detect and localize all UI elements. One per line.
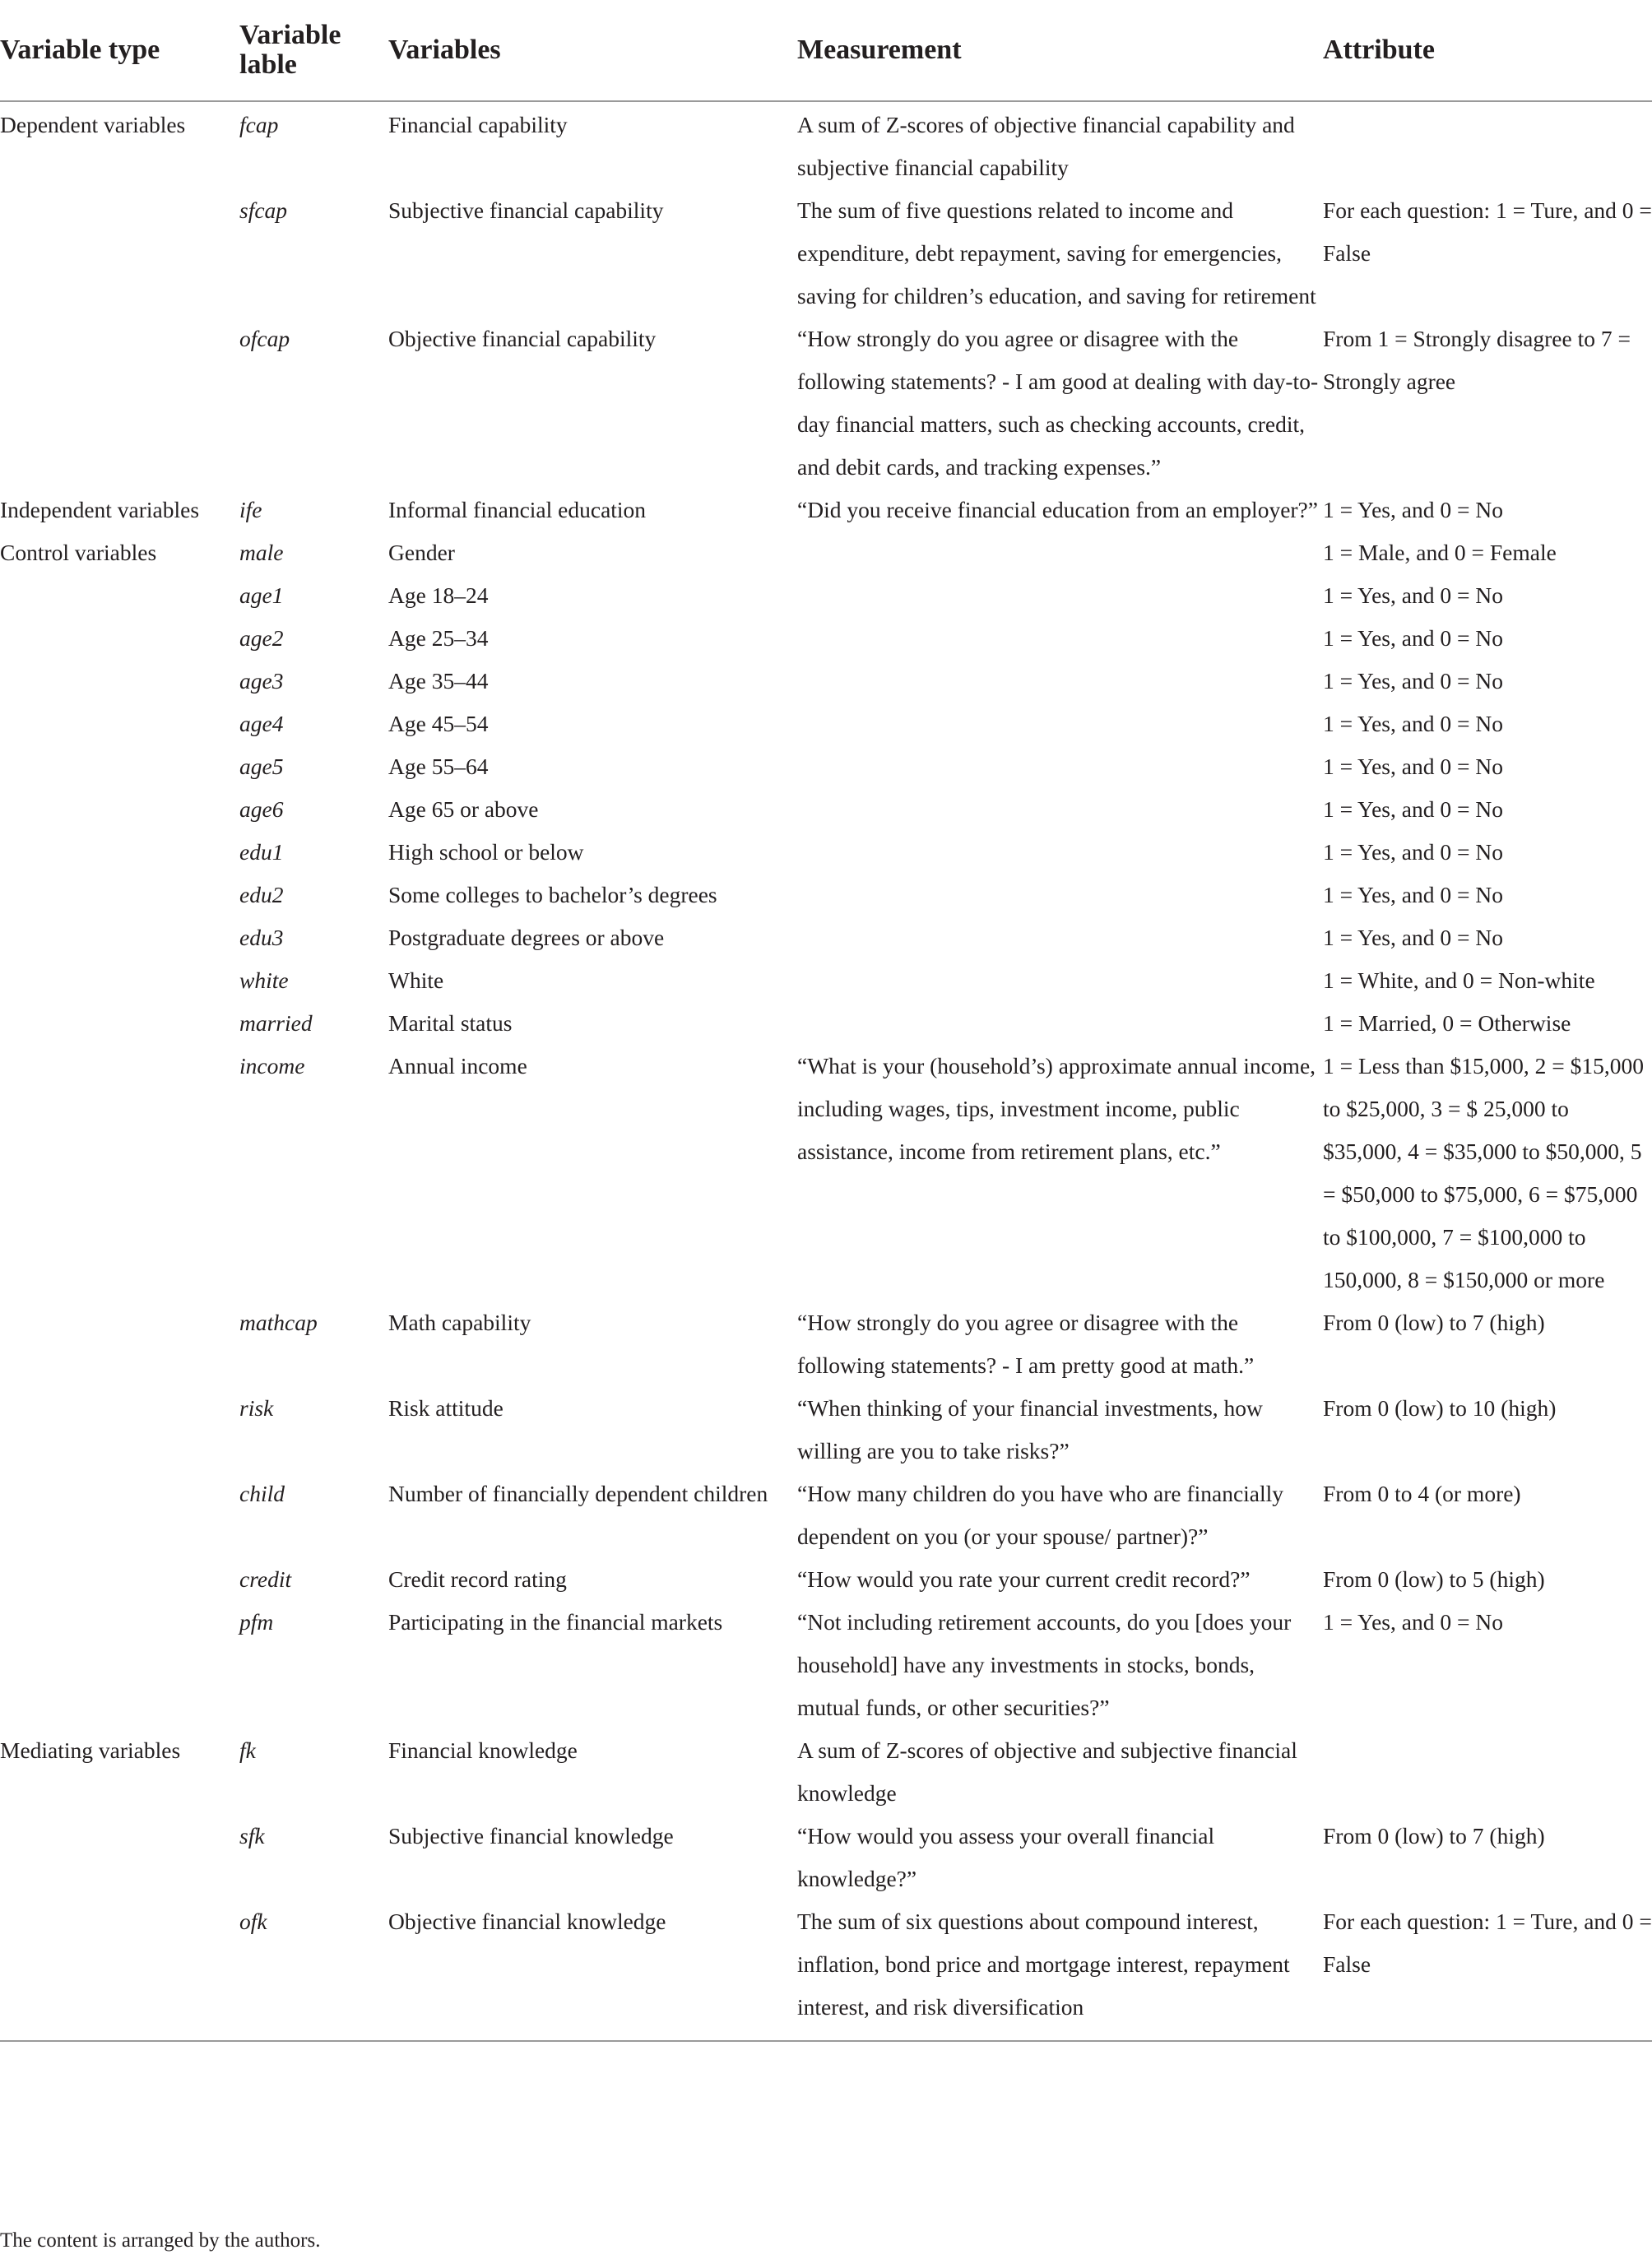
cell-variable-lable: age5 [239,754,284,779]
table-row [0,874,1652,916]
header-measurement: Measurement [797,0,1323,101]
cell-attribute [1323,1729,1652,1815]
header-variable-lable [239,0,388,101]
cell-variable-type [0,1387,239,1473]
cell-variable: Postgraduate degrees or above [388,925,665,950]
cell-variable-type: Mediating variables [0,1737,181,1763]
cell-variable-lable: edu1 [239,839,284,865]
cell-attribute: From 0 (low) to 5 (high) [1323,1566,1545,1592]
cell-variable-type [0,874,239,916]
cell-measurement: “How many children do you have who are financially dependent on you (or your spouse/ partner)?” [797,1481,1284,1549]
header-variables: Variables [388,0,797,101]
cell-variable-lable: risk [239,1395,274,1421]
table-row [0,1729,1652,1815]
cell-variable: Subjective financial capability [388,197,664,223]
cell-measurement [797,1002,1323,1045]
cell-variable-lable: white [239,967,289,993]
table-row [0,1601,1652,1729]
cell-attribute: From 0 (low) to 7 (high) [1323,1310,1545,1335]
cell-measurement: A sum of Z-scores of objective and subjective financial knowledge [797,1737,1297,1806]
cell-variable: Annual income [388,1053,527,1078]
table-row [0,916,1652,959]
cell-attribute: For each question: 1 = Ture, and 0 = False [1323,197,1652,266]
table-row [0,959,1652,1002]
table-row [0,788,1652,831]
cell-variable-lable: mathcap [239,1310,318,1335]
cell-measurement [797,874,1323,916]
table-row [0,703,1652,745]
header-attribute: Attribute [1323,0,1652,101]
cell-attribute: From 1 = Strongly disagree to 7 = Strongly agree [1323,326,1631,394]
cell-variable-lable: ife [239,497,262,522]
cell-attribute: 1 = Yes, and 0 = No [1323,497,1503,522]
cell-variable-lable: pfm [239,1609,274,1635]
cell-attribute: 1 = Yes, and 0 = No [1323,882,1503,907]
cell-measurement [797,703,1323,745]
cell-measurement [797,916,1323,959]
cell-variable-lable: income [239,1053,305,1078]
cell-variable-type [0,916,239,959]
cell-measurement: A sum of Z-scores of objective financial capability and subjective financial capability [797,112,1295,180]
cell-variable: Objective financial capability [388,326,657,351]
cell-variable: Age 18–24 [388,582,489,608]
cell-measurement [797,660,1323,703]
cell-measurement [797,831,1323,874]
cell-attribute: 1 = Yes, and 0 = No [1323,925,1503,950]
cell-variable-type [0,574,239,617]
cell-variable-lable: sfk [239,1823,265,1848]
cell-measurement: “Did you receive financial education from an employer?” [797,497,1318,522]
cell-attribute: From 0 to 4 (or more) [1323,1481,1521,1506]
table-row [0,1473,1652,1558]
cell-attribute: 1 = Yes, and 0 = No [1323,711,1503,736]
cell-attribute: 1 = Male, and 0 = Female [1323,540,1557,565]
cell-variable-type [0,1900,239,2041]
cell-measurement: “When thinking of your financial investments, how willing are you to take risks?” [797,1395,1263,1463]
cell-measurement: “How strongly do you agree or disagree with the following statements? - I am good at dealing with day-to-day financial matters, such as checking accounts, credit, and debit cards, and tracking expenses.” [797,326,1319,480]
table-row [0,1387,1652,1473]
cell-variable-type [0,1473,239,1558]
table-body [0,101,1652,2041]
table-row [0,318,1652,489]
table-footnote: The content is arranged by the authors. [0,2229,321,2252]
table-row [0,745,1652,788]
cell-attribute: 1 = Married, 0 = Otherwise [1323,1010,1571,1036]
cell-variable-type [0,959,239,1002]
cell-attribute: 1 = Yes, and 0 = No [1323,839,1503,865]
cell-variable: Subjective financial knowledge [388,1823,674,1848]
cell-variable-type [0,1601,239,1729]
cell-variable: Informal financial education [388,497,647,522]
cell-variable: Age 35–44 [388,668,489,693]
cell-variable: Age 45–54 [388,711,489,736]
cell-measurement: The sum of five questions related to income and expenditure, debt repayment, saving for emergencies, saving for children’s education, and saving for retirement [797,197,1316,308]
cell-variable-type [0,1045,239,1301]
table-row [0,831,1652,874]
cell-attribute: From 0 (low) to 10 (high) [1323,1395,1557,1421]
cell-variable-lable: sfcap [239,197,288,223]
cell-variable: Objective financial knowledge [388,1900,797,2041]
cell-variable-lable: age1 [239,582,284,608]
cell-variable-type: Independent variables [0,497,200,522]
cell-attribute: 1 = Yes, and 0 = No [1323,754,1503,779]
cell-variable-lable: child [239,1481,285,1506]
table-row [0,1815,1652,1900]
cell-variable: Age 55–64 [388,754,489,779]
cell-variable: Age 25–34 [388,625,489,651]
cell-attribute: 1 = Less than $15,000, 2 = $15,000 to $25,000, 3 = $ 25,000 to $35,000, 4 = $35,000 to $50,000, 5 = $50,000 to $75,000, 6 = $75,000 to $100,000, 7 = $100,000 to 150,000, 8 = $150,000 or more [1323,1053,1645,1292]
cell-variable-type [0,318,239,489]
cell-attribute [1323,101,1652,189]
table-row [0,660,1652,703]
cell-variable-type [0,1558,239,1601]
cell-variable: Financial knowledge [388,1737,578,1763]
cell-measurement: The sum of six questions about compound interest, inflation, bond price and mortgage interest, repayment interest, and risk diversification [797,1900,1323,2041]
table-row [0,489,1652,531]
cell-variable-type [0,831,239,874]
cell-measurement: “How would you rate your current credit record?” [797,1566,1251,1592]
cell-variable-lable: ofcap [239,326,290,351]
cell-variable: Number of financially dependent children [388,1481,768,1506]
cell-attribute: 1 = Yes, and 0 = No [1323,1609,1503,1635]
cell-variable-lable: age6 [239,796,284,822]
cell-variable: Credit record rating [388,1566,567,1592]
cell-measurement [797,745,1323,788]
table-row [0,1045,1652,1301]
table-row [0,1558,1652,1601]
cell-variable-lable: male [239,540,284,565]
cell-attribute: 1 = Yes, and 0 = No [1323,796,1503,822]
cell-variable-type [0,1301,239,1387]
table-row [0,189,1652,318]
cell-variable-lable: age2 [239,625,284,651]
cell-variable-type [0,703,239,745]
cell-variable-type [0,788,239,831]
cell-variable-type [0,617,239,660]
table-row [0,574,1652,617]
cell-variable: White [388,967,444,993]
table-row [0,1900,1652,2041]
cell-variable-type: Control variables [0,540,157,565]
cell-measurement [797,788,1323,831]
cell-variable-type [0,745,239,788]
cell-variable: Gender [388,540,455,565]
table-header [0,0,1652,101]
header-variable-type: Variable type [0,0,239,101]
cell-variable: Participating in the financial markets [388,1609,723,1635]
cell-measurement [797,574,1323,617]
cell-measurement [797,531,1323,574]
cell-variable-lable: age3 [239,668,284,693]
header-variable-lable-line1: Variable [239,20,341,50]
header-row [0,0,1652,101]
table-row [0,617,1652,660]
cell-variable: High school or below [388,839,584,865]
cell-variable-lable: ofk [239,1900,388,2041]
table-row [0,1002,1652,1045]
cell-variable-lable: edu3 [239,925,284,950]
cell-variable: Age 65 or above [388,796,539,822]
cell-measurement [797,617,1323,660]
cell-attribute: For each question: 1 = Ture, and 0 = False [1323,1900,1652,2041]
table-row [0,101,1652,189]
cell-attribute: From 0 (low) to 7 (high) [1323,1823,1545,1848]
table-row [0,531,1652,574]
cell-variable-lable: fk [239,1737,256,1763]
cell-variable-lable: married [239,1010,313,1036]
cell-variable-lable: credit [239,1566,292,1592]
cell-attribute: 1 = White, and 0 = Non-white [1323,967,1595,993]
cell-measurement: “What is your (household’s) approximate annual income, including wages, tips, investment income, public assistance, income from retirement plans, etc.” [797,1053,1316,1164]
cell-variable: Marital status [388,1010,513,1036]
cell-variable-lable: age4 [239,711,284,736]
cell-measurement: “How strongly do you agree or disagree with the following statements? - I am pretty good at math.” [797,1310,1255,1378]
header-variable-lable-line2: lable [239,49,297,80]
cell-variable: Financial capability [388,112,568,137]
cell-measurement [797,959,1323,1002]
cell-variable: Some colleges to bachelor’s degrees [388,882,717,907]
cell-attribute: 1 = Yes, and 0 = No [1323,625,1503,651]
cell-variable: Math capability [388,1310,531,1335]
cell-variable: Risk attitude [388,1395,503,1421]
cell-variable-type [0,1815,239,1900]
cell-attribute: 1 = Yes, and 0 = No [1323,668,1503,693]
cell-variable-type [0,660,239,703]
cell-variable-lable: fcap [239,112,279,137]
cell-measurement: “Not including retirement accounts, do you [does your household] have any investments in stocks, bonds, mutual funds, or other securities?” [797,1609,1292,1720]
cell-variable-type: Dependent variables [0,112,186,137]
cell-variable-type [0,189,239,318]
cell-measurement: “How would you assess your overall financial knowledge?” [797,1823,1215,1891]
cell-attribute: 1 = Yes, and 0 = No [1323,582,1503,608]
cell-variable-type [0,1002,239,1045]
cell-variable-lable: edu2 [239,882,284,907]
table-row [0,1301,1652,1387]
